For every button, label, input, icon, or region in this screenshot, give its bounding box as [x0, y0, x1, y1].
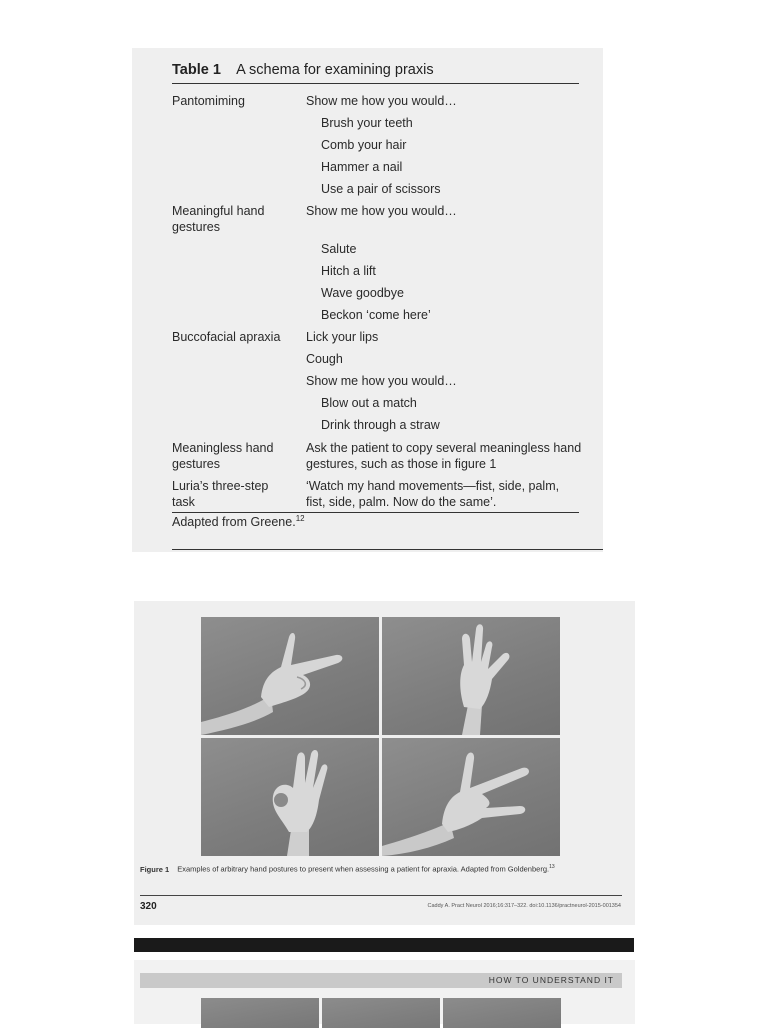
section-header: HOW TO UNDERSTAND IT — [488, 975, 614, 985]
hand-posture-photo-1 — [201, 617, 379, 735]
journal-citation: Caddy A. Pract Neurol 2016;16:317–322. doi:10.1136/practneurol-2015-001354 — [427, 903, 621, 909]
hand-ok-sign-image — [201, 738, 379, 856]
table-number: Table 1 — [172, 62, 221, 78]
row-label-meaningful-gestures: Meaningful hand gestures — [172, 204, 265, 234]
figure-caption: Figure 1 Examples of arbitrary hand postures to present when assessing a patient for apraxia. Adapted from Goldenberg.$^{13}$ — [140, 864, 555, 874]
section-header-bar — [140, 973, 622, 988]
table-cell: Cough — [306, 352, 343, 366]
page-number: 320 — [140, 901, 157, 912]
table-cell: Hitch a lift — [321, 264, 376, 278]
table-cell: Lick your lips — [306, 330, 379, 344]
figure-rule — [140, 895, 622, 896]
table-cell: Brush your teeth — [321, 116, 413, 130]
table-bottom-rule — [172, 512, 579, 513]
table-cell: Drink through a straw — [321, 418, 440, 432]
table-cell: Wave goodbye — [321, 286, 404, 300]
hand-pointing-image — [201, 617, 379, 735]
table-cell: Ask the patient to copy several meaningless hand gestures, such as those in figure 1 — [306, 441, 582, 471]
table-cell: Use a pair of scissors — [321, 182, 441, 196]
page-separator — [134, 938, 634, 952]
table-cell: Show me how you would… — [306, 94, 457, 108]
table-cell: Hammer a nail — [321, 160, 403, 174]
row-label-meaningless-gestures: Meaningless hand gestures — [172, 441, 274, 471]
hand-posture-photo-3 — [201, 738, 379, 856]
table-cell: ‘Watch my hand movements—fist, side, palm, fist, side, palm. Now do the same’. — [306, 479, 560, 509]
figure-panel — [134, 601, 635, 925]
row-label-luria: Luria’s three-step task — [172, 479, 269, 509]
row-label-buccofacial: Buccofacial apraxia — [172, 330, 281, 344]
table-top-rule — [172, 83, 579, 84]
hand-horns-image — [382, 738, 560, 856]
page-rule — [172, 549, 603, 550]
table-cell: Salute — [321, 242, 357, 256]
table-cell: Show me how you would… — [306, 374, 457, 388]
row-label-pantomiming: Pantomiming — [172, 94, 245, 108]
praxis-table — [132, 48, 603, 552]
hand-posture-photo-4 — [382, 738, 560, 856]
hand-posture-photo-2 — [382, 617, 560, 735]
table-title-text: A schema for examining praxis — [236, 62, 434, 78]
hand-claw-image — [382, 617, 560, 735]
table-footnote: Adapted from Greene.$^{12}$ — [172, 514, 305, 530]
table-title — [172, 62, 434, 78]
table-cell: Show me how you would… — [306, 204, 457, 218]
table-cell: Blow out a match — [321, 396, 417, 410]
next-page-preview — [134, 960, 635, 1024]
table-cell: Comb your hair — [321, 138, 407, 152]
table-cell: Beckon ‘come here’ — [321, 308, 431, 322]
